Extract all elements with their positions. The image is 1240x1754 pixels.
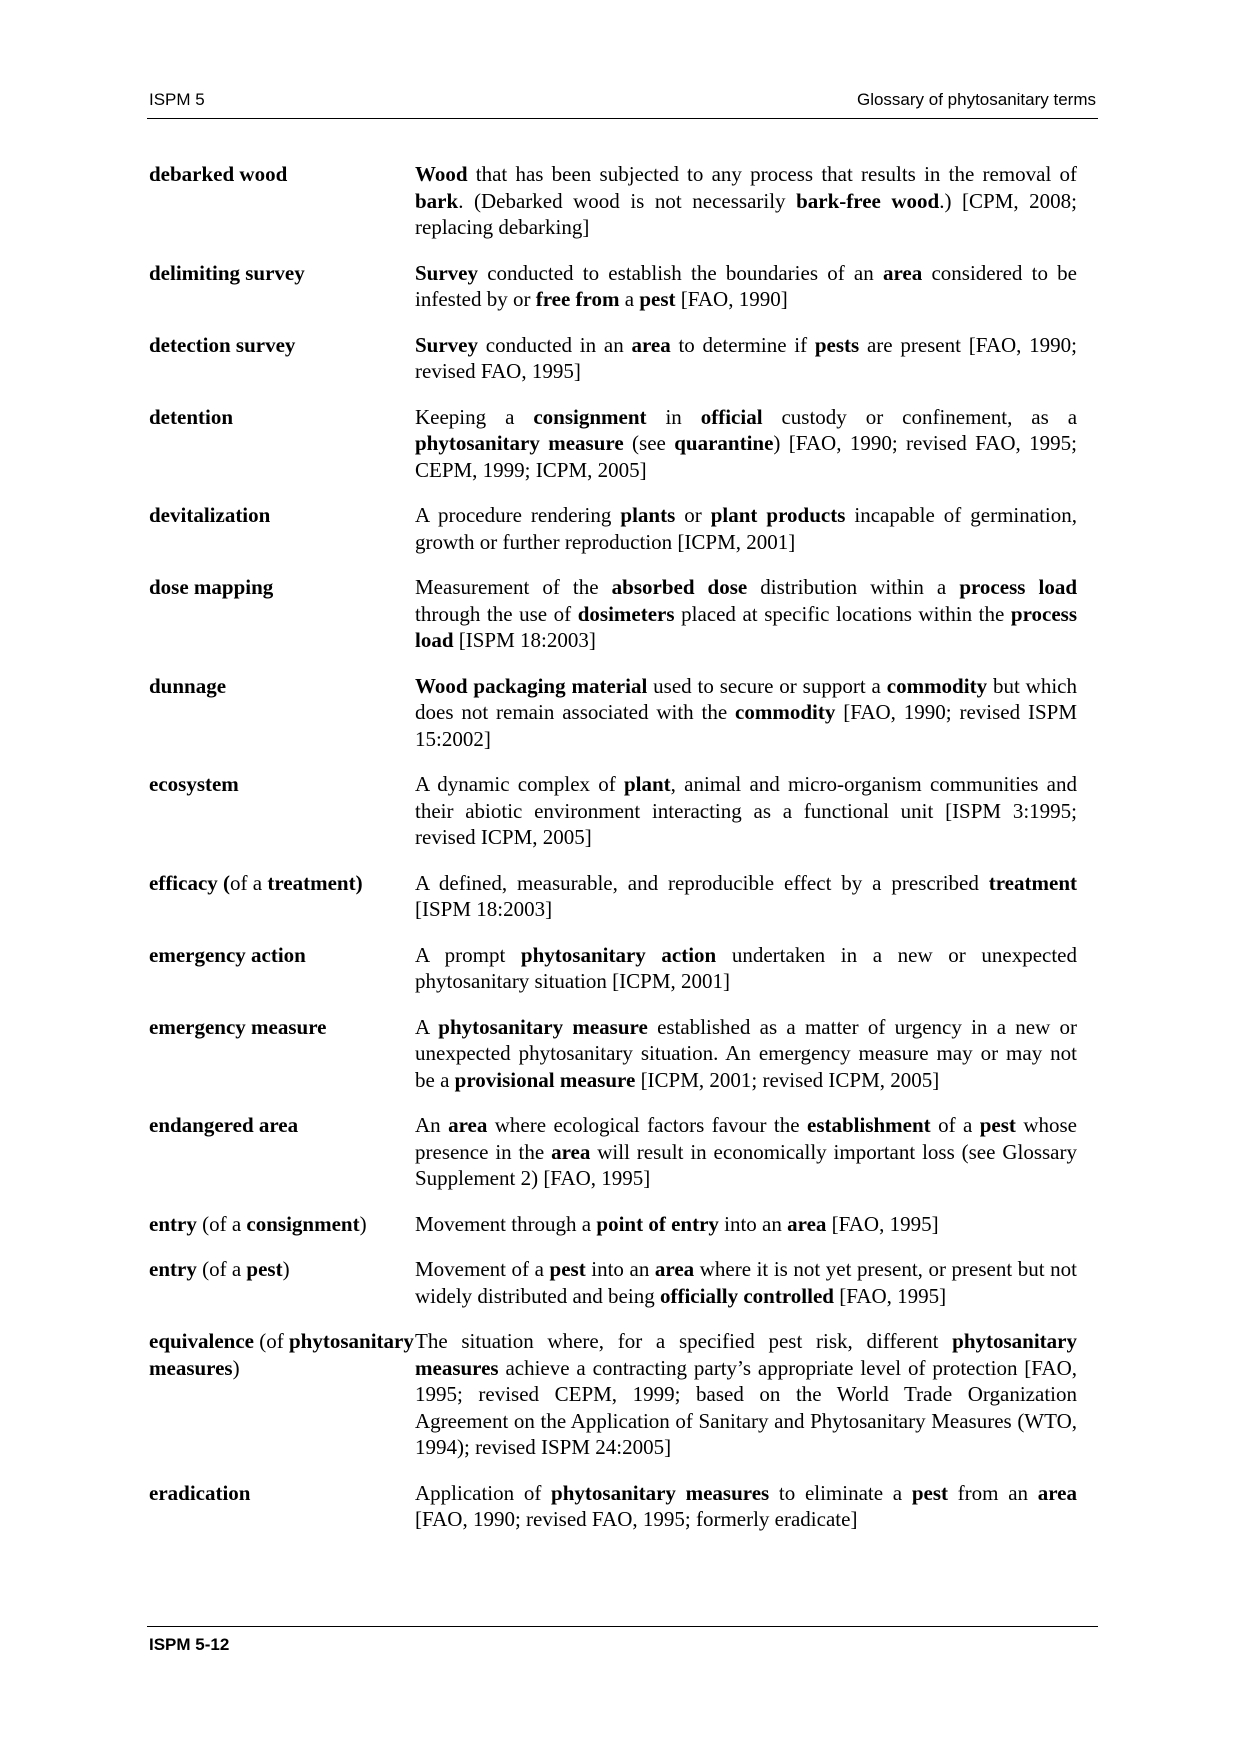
glossary-definition [415, 1112, 1077, 1192]
glossary-term [149, 1256, 415, 1309]
definition-text-run: conducted to establish the boundaries of an [478, 260, 883, 285]
defined-term-reference: process load [959, 575, 1077, 599]
definition-text-run: [FAO, 1995] [833, 1283, 947, 1308]
defined-term-reference: area [631, 332, 671, 357]
defined-term-reference: bark [415, 188, 459, 213]
definition-text-run: A prompt [415, 942, 521, 967]
definition-text-run: custody or confinement, as a [762, 404, 1078, 429]
definition-text-run: A defined, measurable, and reproducible effect by a prescribed [415, 870, 989, 895]
defined-term-reference: official [700, 404, 763, 429]
definition-text-run: of a [930, 1113, 980, 1137]
glossary-definition [415, 1328, 1077, 1461]
defined-term-reference: process load [415, 601, 1077, 652]
glossary-entry [149, 1211, 1077, 1238]
defined-term-reference: Wood packaging material [415, 673, 648, 698]
defined-term-reference: phytosanitary measure [438, 1014, 648, 1039]
term-text-run: detention [149, 404, 233, 429]
definition-text-run: An [415, 1113, 449, 1137]
glossary-entry [149, 1256, 1077, 1309]
definition-text-run: established as a matter of urgency in a new or unexpected phytosanitary situation. An emergency measure may or may not be a [415, 1014, 1077, 1092]
definition-text-run: Movement through a [415, 1211, 597, 1236]
glossary-term [149, 1480, 415, 1533]
definition-text-run: [ICPM, 2001; revised ICPM, 2005] [635, 1067, 940, 1092]
definition-text-run: into an [585, 1257, 655, 1281]
glossary-entry [149, 771, 1077, 851]
glossary-term [149, 574, 415, 654]
defined-term-reference: consignment [533, 404, 647, 429]
defined-term-reference: area [448, 1113, 488, 1137]
glossary-term [149, 1328, 415, 1461]
defined-term-reference: pests [814, 332, 860, 357]
glossary-definition [415, 332, 1077, 385]
definition-text-run: A [415, 1014, 439, 1039]
glossary-definition [415, 673, 1077, 753]
definition-text-run: ) [FAO, 1990; revised FAO, 1995; CEPM, 1999; ICPM, 2005] [415, 431, 1077, 482]
glossary-term [149, 161, 415, 241]
glossary-entry [149, 502, 1077, 555]
definition-text-run: used to secure or support a [647, 673, 887, 698]
glossary-entry [149, 1112, 1077, 1192]
glossary-definition [415, 771, 1077, 851]
definition-text-run: . (Debarked wood is not necessarily [458, 188, 797, 213]
glossary-term [149, 771, 415, 851]
glossary-definition [415, 942, 1077, 995]
glossary-term [149, 260, 415, 313]
term-text-run: dunnage [149, 673, 227, 698]
definition-text-run: Movement of a [415, 1257, 550, 1281]
definition-text-run: placed at specific locations within the [674, 601, 1011, 626]
glossary-definition [415, 1014, 1077, 1094]
footer-page-number: ISPM 5-12 [149, 1635, 230, 1654]
defined-term-reference: plants [620, 503, 676, 527]
defined-term-reference: Wood [415, 162, 468, 186]
definition-text-run: undertaken in a new or unexpected phytosanitary situation [ICPM, 2001] [415, 942, 1078, 993]
glossary-entry [149, 673, 1077, 753]
defined-term-reference: area [1037, 1480, 1077, 1505]
term-text-run: dose mapping [149, 575, 274, 599]
defined-term-reference: pest [549, 1257, 586, 1281]
defined-term-reference: phytosanitary measure [415, 431, 624, 455]
defined-term-reference: officially controlled [659, 1283, 834, 1308]
term-text-run: efficacy ( [149, 870, 231, 895]
glossary-entry [149, 942, 1077, 995]
term-text-run: (of a [196, 1257, 247, 1281]
glossary-entry [149, 1328, 1077, 1461]
term-text-run: of a [230, 870, 263, 895]
definition-text-run: where it is not yet present, or present but not widely distributed and being [415, 1257, 1078, 1308]
term-text-run: pest [246, 1257, 283, 1281]
glossary-definition [415, 161, 1077, 241]
term-text-run: detection survey [149, 332, 296, 357]
term-text-run: treatment) [262, 870, 363, 895]
defined-term-reference: phytosanitary action [520, 942, 717, 967]
glossary-term [149, 870, 415, 923]
term-text-run: (of [254, 1329, 289, 1353]
definition-text-run: The situation where, for a specified pest risk, different [415, 1329, 953, 1353]
term-text-run: entry [149, 1257, 197, 1281]
defined-term-reference: absorbed dose [611, 575, 748, 599]
definition-text-run: distribution within a [747, 575, 960, 599]
definition-text-run: that has been subjected to any process that results in the removal of [467, 162, 1077, 186]
definition-text-run: Measurement of the [415, 575, 612, 599]
defined-term-reference: phytosanitary measures [551, 1480, 770, 1505]
defined-term-reference: area [551, 1139, 591, 1164]
definition-text-run: where ecological factors favour the [487, 1113, 807, 1137]
definition-text-run: (see [623, 431, 675, 455]
glossary-term [149, 673, 415, 753]
glossary-definition [415, 574, 1077, 654]
defined-term-reference: phytosanitary measures [415, 1329, 1077, 1380]
definition-text-run: considered to be infested by or [415, 260, 1077, 311]
definition-text-run: conducted in an [478, 332, 632, 357]
term-text-run: emergency measure [149, 1014, 327, 1039]
glossary-entry [149, 1480, 1077, 1533]
glossary-definition [415, 870, 1077, 923]
glossary-term [149, 1112, 415, 1192]
term-text-run: endangered area [149, 1113, 299, 1137]
glossary-entry [149, 332, 1077, 385]
glossary-definition [415, 260, 1077, 313]
definition-text-run: A dynamic complex of [415, 772, 624, 796]
page-footer [147, 1626, 1098, 1654]
term-text-run: ) [359, 1211, 367, 1236]
defined-term-reference: Survey [415, 332, 478, 357]
glossary-entry [149, 574, 1077, 654]
definition-text-run: in [646, 404, 701, 429]
defined-term-reference: pest [639, 287, 676, 311]
definition-text-run: through the use of [415, 601, 578, 626]
definition-text-run: .) [CPM, 2008; replacing debarking] [415, 188, 1077, 239]
defined-term-reference: provisional measure [454, 1067, 636, 1092]
defined-term-reference: treatment [988, 870, 1077, 895]
defined-term-reference: establishment [807, 1113, 931, 1137]
glossary-term [149, 332, 415, 385]
definition-text-run: to determine if [670, 332, 815, 357]
defined-term-reference: Survey [415, 260, 478, 285]
defined-term-reference: pest [979, 1113, 1016, 1137]
defined-term-reference: free from [535, 287, 620, 311]
definition-text-run: whose presence in the [415, 1113, 1077, 1164]
header-document-title: Glossary of phytosanitary terms [856, 90, 1096, 109]
term-text-run: phytosanitary measures [149, 1329, 414, 1380]
defined-term-reference: area [654, 1257, 695, 1281]
defined-term-reference: plant products [710, 503, 846, 527]
glossary-list [149, 161, 1077, 1552]
definition-text-run: a [619, 287, 640, 311]
term-text-run: devitalization [149, 503, 271, 527]
defined-term-reference: pest [911, 1480, 948, 1505]
term-text-run: entry [149, 1211, 197, 1236]
page-header [147, 86, 1098, 119]
term-text-run: equivalence [149, 1329, 254, 1353]
definition-text-run: [FAO, 1990; revised FAO, 1995; formerly eradicate] [415, 1507, 858, 1531]
definition-text-run: achieve a contracting party’s appropriate level of protection [FAO, 1995; revised CEPM, 1999; based on the World Trade Organization Agreement on the Application of Sanitary and Phytosanitary Measures (WTO, 1994); revised ISPM 24:2005] [415, 1355, 1077, 1459]
term-text-run: ) [282, 1257, 290, 1281]
glossary-term [149, 502, 415, 555]
glossary-entry [149, 870, 1077, 923]
definition-text-run: are present [FAO, 1990; revised FAO, 1995] [415, 332, 1077, 383]
glossary-definition [415, 1211, 1077, 1238]
definition-text-run: will result in economically important loss (see Glossary Supplement 2) [FAO, 1995] [415, 1139, 1077, 1190]
glossary-entry [149, 1014, 1077, 1094]
term-text-run: ) [232, 1355, 240, 1380]
glossary-entry [149, 161, 1077, 241]
definition-text-run: [ISPM 18:2003] [453, 628, 596, 652]
definition-text-run: or [675, 503, 711, 527]
term-text-run: consignment [246, 1211, 360, 1236]
definition-text-run: Keeping a [415, 404, 534, 429]
glossary-term [149, 942, 415, 995]
definition-text-run: but which does not remain associated with the [415, 673, 1078, 724]
glossary-entry [149, 404, 1077, 484]
defined-term-reference: area [882, 260, 923, 285]
definition-text-run: A procedure rendering [415, 503, 621, 527]
glossary-definition [415, 1256, 1077, 1309]
term-text-run: debarked wood [149, 162, 288, 186]
term-text-run: (of a [196, 1211, 247, 1236]
term-text-run: delimiting survey [149, 260, 305, 285]
definition-text-run: [FAO, 1990; revised ISPM 15:2002] [415, 700, 1077, 751]
definition-text-run: into an [718, 1211, 788, 1236]
glossary-definition [415, 1480, 1077, 1533]
definition-text-run: [FAO, 1995] [826, 1211, 939, 1236]
header-standard-id: ISPM 5 [149, 90, 205, 109]
glossary-definition [415, 404, 1077, 484]
definition-text-run: incapable of germination, growth or further reproduction [ICPM, 2001] [415, 503, 1078, 554]
glossary-term [149, 1014, 415, 1094]
glossary-term [149, 1211, 415, 1238]
defined-term-reference: quarantine [674, 431, 774, 455]
term-text-run: eradication [149, 1480, 251, 1505]
defined-term-reference: area [787, 1211, 827, 1236]
defined-term-reference: commodity [735, 700, 836, 724]
glossary-definition [415, 502, 1077, 555]
definition-text-run: [ISPM 18:2003] [415, 897, 553, 921]
defined-term-reference: bark-free wood [796, 188, 940, 213]
glossary-entry [149, 260, 1077, 313]
defined-term-reference: plant [623, 772, 671, 796]
definition-text-run: Application of [415, 1480, 552, 1505]
defined-term-reference: dosimeters [577, 601, 675, 626]
defined-term-reference: point of entry [596, 1211, 719, 1236]
definition-text-run: from an [947, 1480, 1038, 1505]
definition-text-run: , animal and micro-organism communities and their abiotic environment interacting as a functional unit [ISPM 3:1995; revised ICPM, 2005] [415, 772, 1077, 849]
definition-text-run: to eliminate a [769, 1480, 912, 1505]
definition-text-run: [FAO, 1990] [675, 287, 788, 311]
defined-term-reference: commodity [886, 673, 988, 698]
term-text-run: emergency action [149, 942, 306, 967]
glossary-term [149, 404, 415, 484]
term-text-run: ecosystem [149, 772, 239, 796]
